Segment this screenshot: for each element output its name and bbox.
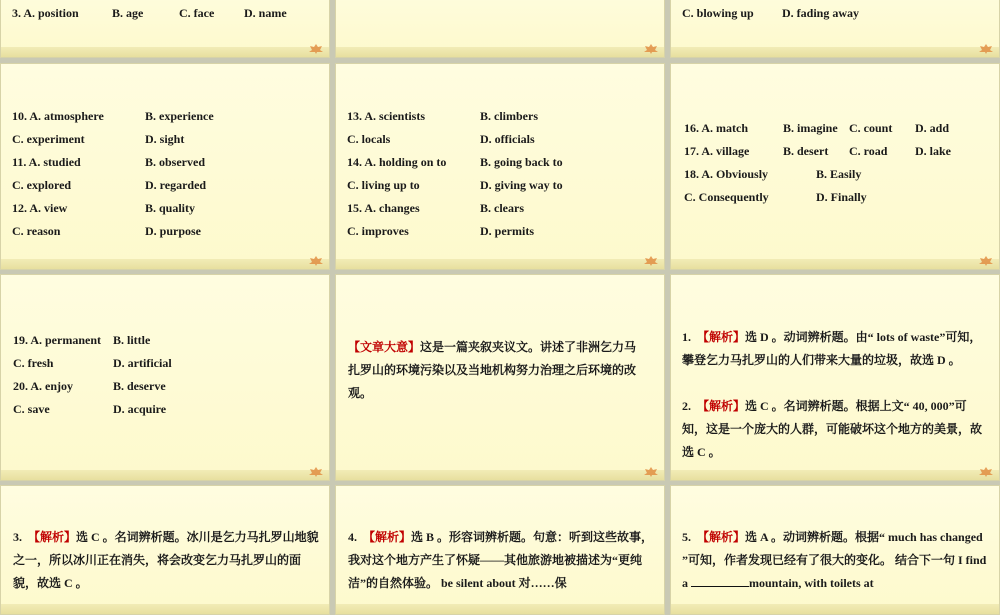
analysis-tag: 【解析】 <box>697 399 746 413</box>
option-b: B. clears <box>480 201 524 215</box>
option-3b: B. age <box>112 6 144 20</box>
option-d: D. artificial <box>113 356 172 370</box>
maple-leaf-icon <box>979 467 993 477</box>
analysis-text: 选 A 。动词辨析题。根据“ much has changed ”可知，作者发现已经有了很大的变化。 结合下一句 I find a <box>682 530 987 590</box>
option-a: 11. A. studied <box>12 155 81 169</box>
option-b: B. going back to <box>480 155 563 169</box>
slide-bottom-right <box>670 485 1000 615</box>
analysis-tag: 【解析】 <box>28 530 77 544</box>
option-3d: D. name <box>244 6 287 20</box>
slide-bottom-center <box>335 485 665 615</box>
item-number: 3. <box>13 530 22 544</box>
slide-low-left <box>0 274 330 481</box>
analysis-paragraph-1 <box>682 326 988 372</box>
option-d: D. Finally <box>816 190 867 204</box>
summary-paragraph <box>348 336 648 405</box>
item-number: 4. <box>348 530 357 544</box>
option-c: C. road <box>849 144 888 158</box>
maple-leaf-icon <box>309 467 323 477</box>
analysis-paragraph-5 <box>682 526 988 595</box>
item-number: 5. <box>682 530 691 544</box>
option-a: 13. A. scientists <box>347 109 425 123</box>
slide-bottom-left <box>0 485 330 615</box>
analysis-paragraph-2 <box>682 395 988 464</box>
option-d: D. sight <box>145 132 185 146</box>
option-c: C. reason <box>12 224 61 238</box>
option-d: D. giving way to <box>480 178 563 192</box>
option-d: D. regarded <box>145 178 207 192</box>
summary-text: 这是一篇夹叙夹议文。讲述了非洲乞力马扎罗山的环境污染以及当地机构努力治理之后环境的改观。 <box>348 340 637 400</box>
slide-low-center <box>335 274 665 481</box>
option-d: D. lake <box>915 144 951 158</box>
slide-mid-left <box>0 63 330 270</box>
option-d: D. officials <box>480 132 535 146</box>
analysis-text: 选 C 。名词辨析题。冰川是乞力马扎罗山地貌之一，所以冰川正在消失，将会改变乞力马扎罗山的面貌，故选 C 。 <box>13 530 319 590</box>
analysis-paragraph-4 <box>348 526 654 595</box>
item-number: 1. <box>682 330 691 344</box>
analysis-text: 选 C 。名词辨析题。根据上文“ 40, 000”可知，这是一个庞大的人群，可能破坏这个地方的美景，故选 C 。 <box>682 399 983 459</box>
analysis-tag: 【解析】 <box>697 330 746 344</box>
option-b: B. quality <box>145 201 196 215</box>
maple-leaf-icon <box>309 256 323 266</box>
option-d: D. purpose <box>145 224 202 238</box>
option-c: C. experiment <box>12 132 85 146</box>
maple-leaf-icon <box>309 44 323 54</box>
answer-blank <box>691 575 749 587</box>
summary-tag: 【文章大意】 <box>348 340 421 354</box>
option-b: B. Easily <box>816 167 862 181</box>
option-c: C. explored <box>12 178 72 192</box>
option-a: 14. A. holding on to <box>347 155 447 169</box>
option-d: D. fading away <box>782 6 860 20</box>
option-c: C. fresh <box>13 356 54 370</box>
option-b: B. imagine <box>783 121 838 135</box>
option-c: C. improves <box>347 224 409 238</box>
analysis-tag: 【解析】 <box>363 530 412 544</box>
option-a: 15. A. changes <box>347 201 420 215</box>
option-b: B. observed <box>145 155 205 169</box>
option-a: 18. A. Obviously <box>684 167 769 181</box>
option-b: B. desert <box>783 144 829 158</box>
option-a: 17. A. village <box>684 144 750 158</box>
analysis-text-continued: mountain, with toilets at <box>749 576 874 590</box>
option-c: C. count <box>849 121 893 135</box>
option-b: B. climbers <box>480 109 538 123</box>
slide-mid-right <box>670 63 1000 270</box>
option-a: 16. A. match <box>684 121 748 135</box>
option-b: B. little <box>113 333 151 347</box>
analysis-tag: 【解析】 <box>697 530 746 544</box>
option-b: B. deserve <box>113 379 166 393</box>
analysis-paragraph-3 <box>13 526 319 595</box>
option-b: B. experience <box>145 109 214 123</box>
option-c: C. blowing up <box>682 6 754 20</box>
option-3c: C. face <box>179 6 215 20</box>
slide-top-right <box>670 0 1000 58</box>
maple-leaf-icon <box>644 467 658 477</box>
option-3a: 3. A. position <box>12 6 79 20</box>
maple-leaf-icon <box>979 44 993 54</box>
option-a: 19. A. permanent <box>13 333 101 347</box>
maple-leaf-icon <box>644 256 658 266</box>
slide-top-center <box>335 0 665 58</box>
option-d: D. acquire <box>113 402 167 416</box>
maple-leaf-icon <box>979 256 993 266</box>
item-number: 2. <box>682 399 691 413</box>
option-d: D. permits <box>480 224 534 238</box>
slide-low-right <box>670 274 1000 481</box>
option-c: C. locals <box>347 132 391 146</box>
slide-top-left <box>0 0 330 58</box>
maple-leaf-icon <box>644 44 658 54</box>
option-d: D. add <box>915 121 950 135</box>
option-a: 20. A. enjoy <box>13 379 73 393</box>
option-c: C. save <box>13 402 50 416</box>
option-c: C. living up to <box>347 178 420 192</box>
slide-mid-center <box>335 63 665 270</box>
option-a: 12. A. view <box>12 201 68 215</box>
analysis-text: 选 B 。形容词辨析题。句意：听到这些故事，我对这个地方产生了怀疑——其他旅游地被描述为“更纯洁”的自然体验。 be silent about 对……保 <box>348 530 654 590</box>
option-a: 10. A. atmosphere <box>12 109 104 123</box>
analysis-text: 选 D 。动词辨析题。由“ lots of waste”可知，攀登乞力马扎罗山的人们带来大量的垃圾，故选 D 。 <box>682 330 982 367</box>
option-c: C. Consequently <box>684 190 769 204</box>
